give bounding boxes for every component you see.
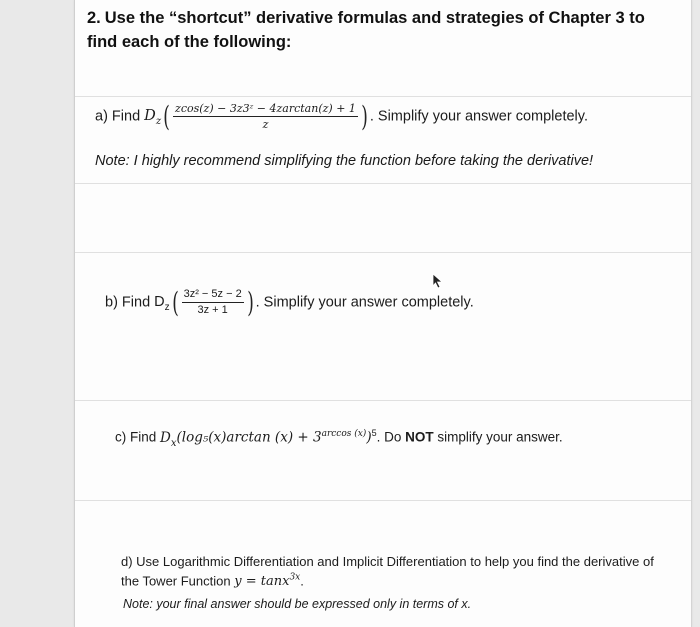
derivative-operator: $D_z$ [144, 108, 162, 128]
part-b-prefix: b) Find [105, 294, 151, 311]
part-a-note: Note: I highly recommend simplifying the function before taking the derivative! [95, 153, 594, 169]
part-a-suffix: . Simplify your answer completely. [369, 108, 588, 125]
part-c-outer-exponent: 5 [371, 428, 377, 438]
derivative-operator: $D_x$ [160, 429, 177, 449]
part-d-note: Note: your final answer should be expressed only in terms of x. [123, 597, 472, 611]
part-d: d) Use Logarithmic Differentiation and Implicit Differentiation to help you find the derivative of the Tower Function y = tanx$^{3x}$. [121, 554, 654, 590]
part-a [95, 99, 588, 133]
part-c-prefix: c) Find [115, 429, 157, 445]
part-a-numerator: zcos(z) − 3z3ᶻ − 4zarctan(z) + 1 [175, 102, 356, 115]
worksheet-page [74, 0, 692, 627]
part-d-equation: y = tanx$^{3x}$ [234, 573, 301, 590]
part-b-fraction [182, 288, 244, 317]
mouse-pointer-icon [430, 273, 444, 289]
part-b [105, 285, 474, 319]
part-a-denominator: z [262, 118, 269, 131]
divider [75, 400, 691, 401]
right-paren: ) [361, 99, 368, 133]
part-c-inner-exponent: arccos (x) [321, 429, 367, 439]
derivative-operator: $D_z$ [154, 294, 170, 314]
problem-instructions: Use the “shortcut” derivative formulas and strategies of Chapter 3 to find each of the following: [87, 9, 645, 51]
divider [75, 252, 691, 253]
part-a-fraction [173, 102, 358, 131]
part-c [115, 428, 563, 449]
part-c-close: ) [366, 429, 372, 446]
part-c-emphasis: NOT [405, 429, 434, 445]
part-c-suffix-post: simplify your answer. [433, 429, 563, 445]
problem-number: 2. [87, 9, 101, 27]
right-paren: ) [246, 285, 254, 319]
left-paren: ( [171, 285, 179, 319]
divider [75, 500, 691, 501]
problem-heading [87, 6, 677, 54]
left-paren: ( [163, 99, 170, 133]
part-c-suffix-pre: . Do [376, 429, 406, 445]
part-b-denominator: 3z + 1 [197, 304, 228, 316]
part-b-numerator: 3z² − 5z − 2 [182, 288, 244, 303]
part-a-prefix: a) Find [95, 108, 141, 125]
part-c-expression: (log₅(x)arctan (x) + 3 [176, 429, 322, 446]
part-d-text: d) Use Logarithmic Differentiation and Implicit Differentiation to help you find the derivative of the Tower Function [121, 554, 654, 589]
divider [75, 96, 691, 97]
part-b-suffix: . Simplify your answer completely. [255, 294, 474, 311]
divider [75, 183, 691, 184]
